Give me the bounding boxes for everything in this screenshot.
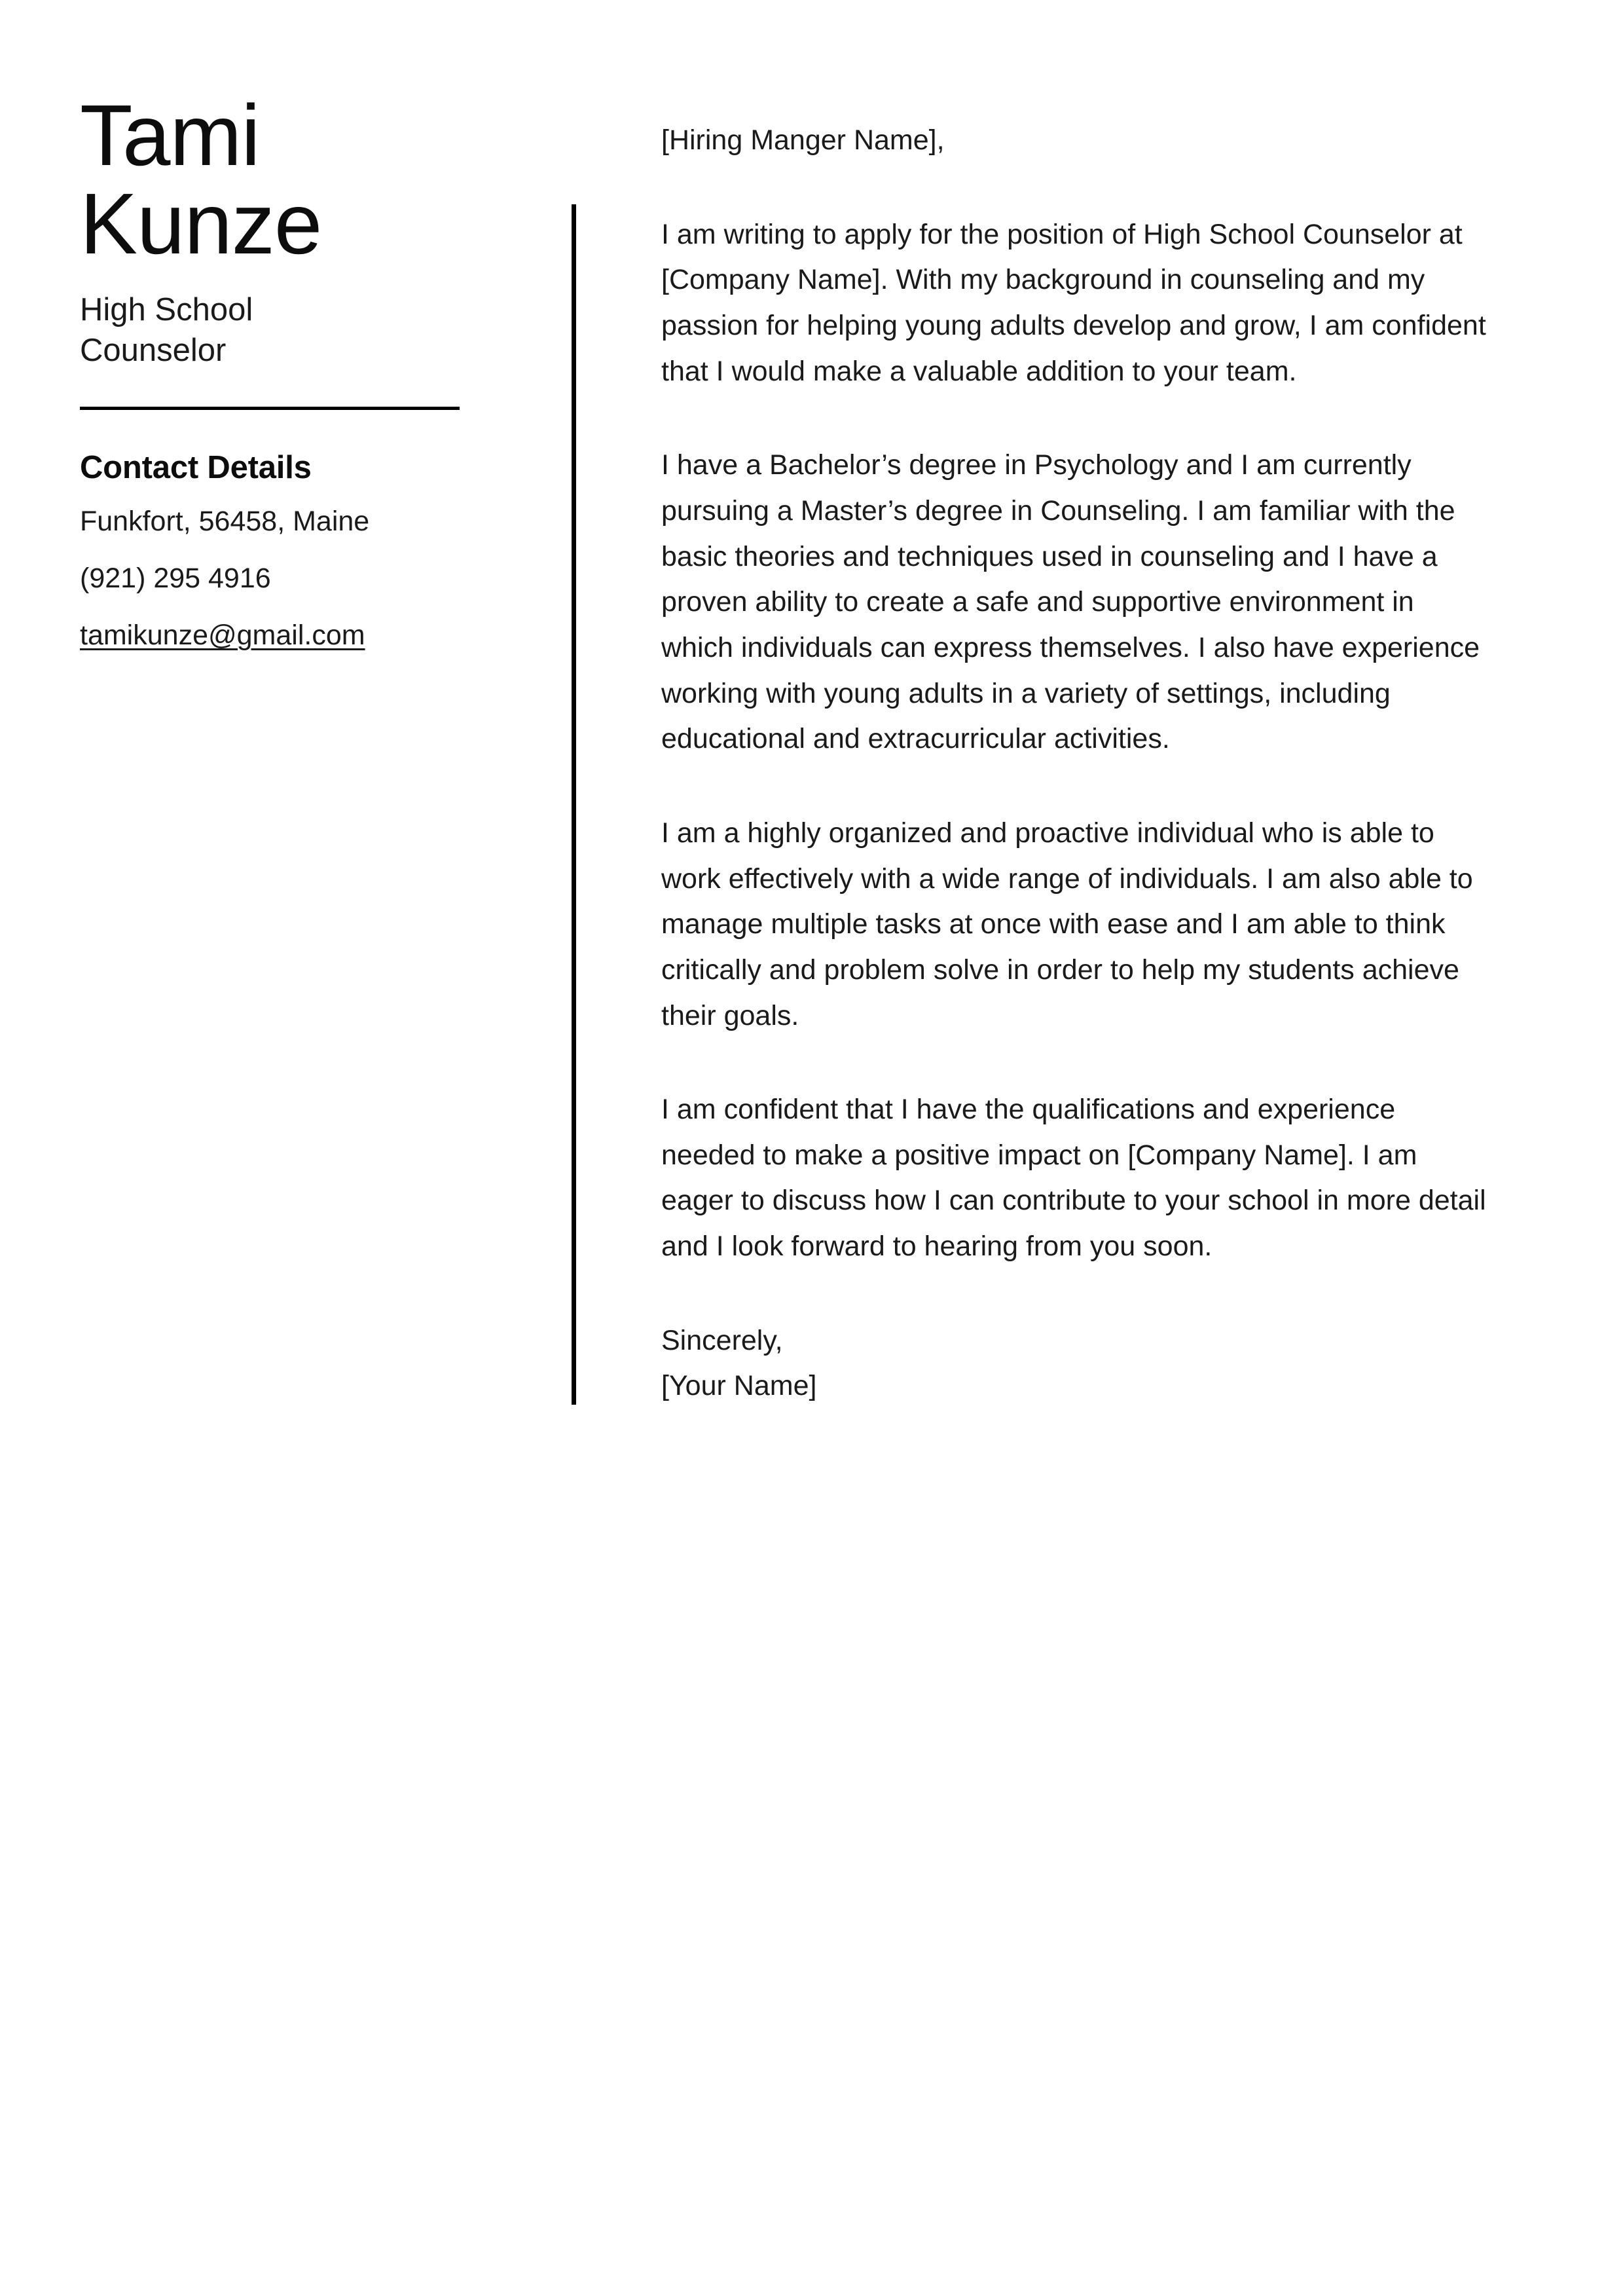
candidate-first-name: Tami (80, 87, 260, 183)
vertical-divider (572, 204, 576, 1405)
contact-phone: (921) 295 4916 (80, 562, 271, 594)
letter-salutation: [Hiring Manger Name], (661, 124, 945, 156)
candidate-last-name: Kunze (80, 175, 322, 272)
contact-details-heading: Contact Details (80, 449, 312, 485)
sidebar (80, 87, 486, 651)
job-title: High School Counselor (80, 292, 253, 368)
candidate-name (80, 87, 486, 272)
letter-paragraph-4: I am confident that I have the qualifications and experience needed to make a positive impact on [Company Name]. I am eager to discuss how I can contribute to your school in more detail and I look forward to hearing from you soon. (661, 1094, 1486, 1263)
letter-body (661, 118, 1493, 1409)
letter-paragraph-3: I am a highly organized and proactive individual who is able to work effectively with a wide range of individuals. I am also able to manage multiple tasks at once with ease and I am able to think critically and problem solve in order to help my students achieve their goals. (661, 817, 1473, 1031)
letter-signature: [Your Name] (661, 1370, 817, 1402)
letter-paragraph-2: I have a Bachelor’s degree in Psychology and I am currently pursuing a Master’s degree in Counseling. I am familiar with the basic theories and techniques used in counseling and I have a proven ability to create a safe and supportive environment in which individuals can express themselves. I also have experience working with young adults in a variety of settings, including educational and extracurricular activities. (661, 449, 1480, 755)
contact-address: Funkfort, 56458, Maine (80, 505, 370, 537)
letter-closing (661, 1318, 1493, 1409)
contact-details-list (80, 506, 486, 651)
letter-valediction: Sincerely, (661, 1324, 783, 1356)
contact-email-link[interactable]: tamikunze@gmail.com (80, 619, 365, 651)
sidebar-divider-rule (80, 407, 460, 410)
letter-paragraph-1: I am writing to apply for the position of High School Counselor at [Company Name]. With my background in counseling and my passion for helping young adults develop and grow, I am confident that I would make a valuable addition to your team. (661, 218, 1486, 387)
